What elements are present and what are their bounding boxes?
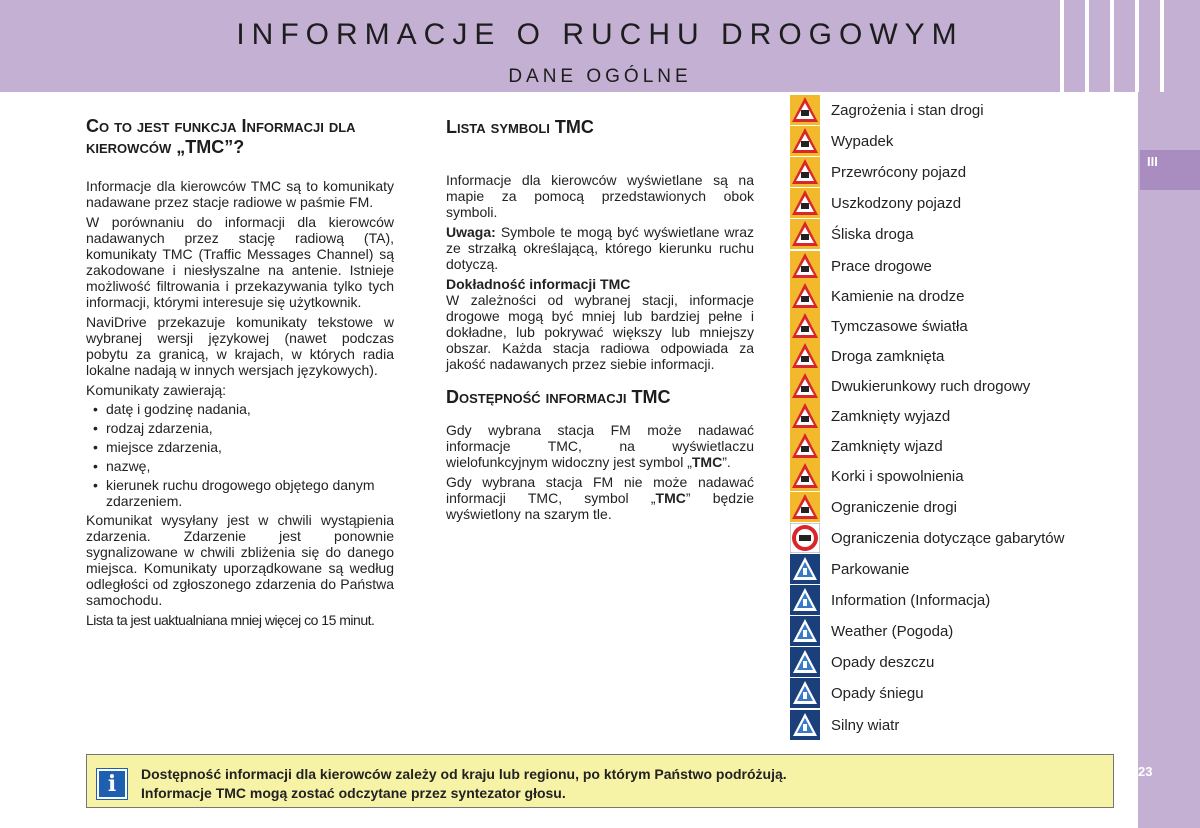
symbol-label: Tymczasowe światła xyxy=(831,318,968,335)
tmc-symbol-text: TMC xyxy=(655,490,686,506)
parking-icon xyxy=(790,554,820,584)
tmc-symbol-text: TMC xyxy=(691,454,723,470)
symbol-row xyxy=(790,251,1130,281)
symbol-row xyxy=(790,401,1130,431)
damaged-vehicle-icon xyxy=(790,188,820,218)
traffic-jam-icon xyxy=(790,461,820,491)
symbol-label: Dwukierunkowy ruch drogowy xyxy=(831,378,1031,395)
symbol-row xyxy=(790,710,1130,740)
column-tmc-symbols xyxy=(446,116,754,522)
symbol-row xyxy=(790,616,1130,646)
note-paragraph xyxy=(446,224,754,272)
page-title: INFORMACJE O RUCHU DROGOWYM xyxy=(236,18,964,51)
overturned-vehicle-icon xyxy=(790,157,820,187)
snow-icon xyxy=(790,678,820,708)
symbol-row xyxy=(790,678,1130,708)
symbol-label: Zamknięty wyjazd xyxy=(831,408,951,425)
symbol-row xyxy=(790,523,1130,553)
symbol-label: Ograniczenia dotyczące gabarytów xyxy=(831,530,1065,547)
page-number: 23 xyxy=(1138,764,1153,779)
symbol-label: Prace drogowe xyxy=(831,258,932,275)
chapter-label: III xyxy=(1147,154,1158,169)
accuracy-heading: Dokładność informacji TMC xyxy=(446,276,631,292)
symbol-label: Opady deszczu xyxy=(831,654,935,671)
symbol-label: Kamienie na drodze xyxy=(831,288,965,305)
section-heading-symbol-list: Lista symboli TMC xyxy=(446,117,594,137)
page-header xyxy=(0,0,1200,92)
paragraph: Informacje dla kierowców TMC są to komunikaty nadawane przez stacje radiowe w paśmie FM. xyxy=(86,178,394,210)
symbol-label: Śliska droga xyxy=(831,226,914,243)
accident-icon xyxy=(790,126,820,156)
side-rail xyxy=(1138,92,1200,828)
symbol-label: Weather (Pogoda) xyxy=(831,623,954,640)
paragraph xyxy=(446,422,754,470)
symbol-label: Parkowanie xyxy=(831,561,910,578)
page-subtitle: DANE OGÓLNE xyxy=(508,66,692,87)
symbol-label: Opady śniegu xyxy=(831,685,924,702)
exit-closed-icon xyxy=(790,401,820,431)
list-item: • rodzaj zdarzenia, xyxy=(86,420,394,436)
symbol-row xyxy=(790,492,1130,522)
info-icon: i xyxy=(97,769,127,799)
symbol-label: Przewrócony pojazd xyxy=(831,164,967,181)
roadworks-icon xyxy=(790,251,820,281)
symbol-row xyxy=(790,311,1130,341)
symbol-row xyxy=(790,341,1130,371)
symbol-row xyxy=(790,126,1130,156)
paragraph: Komunikat wysyłany jest w chwili wystąpienia zdarzenia. Zdarzenie jest ponownie sygnalizowane w chwili zbliżenia się do danego miejsca. Komunikaty uporządkowane są według odległości od zgłoszonego zdarzenia do Państwa samochodu. xyxy=(86,512,394,608)
header-stripes xyxy=(1060,0,1200,92)
entry-closed-icon xyxy=(790,431,820,461)
two-way-traffic-icon xyxy=(790,371,820,401)
list-item: • nazwę, xyxy=(86,458,394,474)
info-line: Dostępność informacji dla kierowców zależy od kraju lub regionu, po którym Państwo podróżują. xyxy=(141,766,787,782)
symbol-row xyxy=(790,281,1130,311)
text-span: ”. xyxy=(722,454,731,470)
symbol-label: Korki i spowolnienia xyxy=(831,468,964,485)
falling-rocks-icon xyxy=(790,281,820,311)
paragraph: W zależności od wybranej stacji, informacje drogowe mogą być mniej lub bardziej pełne i dokładne, lub pokrywać większy lub mniejszy obszar. Każda stacja radiowa odpowiada za jakość nadawanych przez siebie informacji. xyxy=(446,292,754,372)
section-heading-availability: Dostępność informacji TMC xyxy=(446,387,671,407)
strong-wind-icon xyxy=(790,710,820,740)
paragraph: Komunikaty zawierają: xyxy=(86,382,227,398)
symbol-label: Information (Informacja) xyxy=(831,592,991,609)
symbol-label: Droga zamknięta xyxy=(831,348,945,365)
symbol-row xyxy=(790,188,1130,218)
paragraph: W porównaniu do informacji dla kierowców nadawanych przez stację radiową (TA), komunikaty TMC (Traffic Messages Channel) są zakodowane i niesłyszalne na antenie. Istnieje możliwość filtrowania i przekazywania tylko tych informacji, którymi interesuje się użytkownik. xyxy=(86,214,394,310)
paragraph xyxy=(446,474,754,522)
symbol-label: Silny wiatr xyxy=(831,717,900,734)
symbol-label: Ograniczenie drogi xyxy=(831,499,957,516)
list-item: • kierunek ruchu drogowego objętego danym zdarzeniem. xyxy=(86,477,394,509)
symbol-row xyxy=(790,157,1130,187)
symbol-row xyxy=(790,95,1130,125)
symbol-row xyxy=(790,554,1130,584)
weather-icon xyxy=(790,616,820,646)
symbol-row xyxy=(790,461,1130,491)
road-restriction-icon xyxy=(790,492,820,522)
rain-icon xyxy=(790,647,820,677)
symbol-row xyxy=(790,371,1130,401)
information-icon xyxy=(790,585,820,615)
warning-triangle-icon xyxy=(790,95,820,125)
traffic-lights-icon xyxy=(790,311,820,341)
section-heading-what-is-tmc: Co to jest funkcja Informacji dla kierowców „TMC”? xyxy=(86,116,356,157)
info-note-box xyxy=(86,754,1114,808)
symbol-label: Uszkodzony pojazd xyxy=(831,195,962,212)
list-item: • miejsce zdarzenia, xyxy=(86,439,394,455)
paragraph: NaviDrive przekazuje komunikaty tekstowe w wybranej wersji językowej (nawet podczas pobytu za granicą, w krajach, w których radia lokalne nadają w innych wersjach językowych). xyxy=(86,314,394,378)
text-span: Gdy wybrana stacja FM może nadawać informacje TMC, na wyświetlaczu wielofunkcyjnym widoczny jest symbol „ xyxy=(446,422,754,470)
symbol-row xyxy=(790,219,1130,249)
road-closed-icon xyxy=(790,341,820,371)
slippery-road-icon xyxy=(790,219,820,249)
text-span: Gdy wybrana stacja FM nie może nadawać informacji TMC, symbol „ xyxy=(446,474,754,506)
note-label: Uwaga: xyxy=(446,224,496,240)
info-line: Informacje TMC mogą zostać odczytane przez syntezator głosu. xyxy=(141,785,566,801)
symbol-label: Zagrożenia i stan drogi xyxy=(831,102,984,119)
symbol-row xyxy=(790,431,1130,461)
message-contents-list xyxy=(86,401,394,509)
symbol-label: Zamknięty wjazd xyxy=(831,438,943,455)
info-text xyxy=(141,765,787,803)
text-span: ” będzie wyświetlony na szarym tle. xyxy=(446,490,754,522)
column-what-is-tmc xyxy=(86,116,394,628)
symbol-row xyxy=(790,585,1130,615)
symbol-label: Wypadek xyxy=(831,133,894,150)
note-text: Symbole te mogą być wyświetlane wraz ze strzałką określającą, którego kierunku ruchu dotyczą. xyxy=(446,224,754,272)
paragraph: Informacje dla kierowców wyświetlane są na mapie za pomocą przedstawionych obok symboli. xyxy=(446,172,754,220)
paragraph: Lista ta jest uaktualniana mniej więcej co 15 minut. xyxy=(86,612,375,628)
list-item: • datę i godzinę nadania, xyxy=(86,401,394,417)
symbol-row xyxy=(790,647,1130,677)
size-restriction-icon xyxy=(790,523,820,553)
